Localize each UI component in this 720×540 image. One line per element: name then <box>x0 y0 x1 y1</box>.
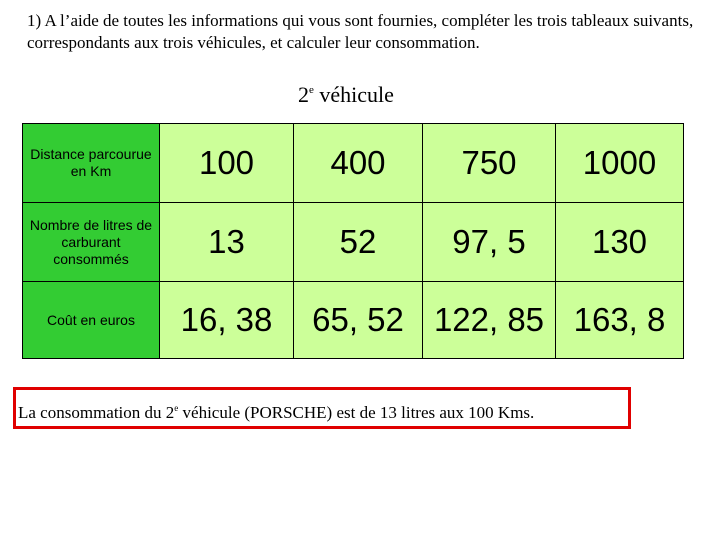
table-cell: 750 <box>423 124 556 203</box>
table-cell: 52 <box>294 203 423 282</box>
table-cell: 13 <box>160 203 294 282</box>
table-row-distance <box>23 124 684 203</box>
table-cell: 130 <box>556 203 684 282</box>
result-box <box>13 387 631 429</box>
table-cell: 400 <box>294 124 423 203</box>
result-superscript: e <box>174 403 179 413</box>
result-text-start: La consommation du 2 <box>18 403 175 422</box>
table-row-litres <box>23 203 684 282</box>
consumption-table <box>22 123 684 359</box>
vehicle-number: 2 <box>298 82 309 107</box>
table-cell: 100 <box>160 124 294 203</box>
table-row-cost <box>23 282 684 359</box>
row-label-distance: Distance parcourue en Km <box>23 124 160 203</box>
instructions-text: 1) A l’aide de toutes les informations qui vous sont fournies, compléter les trois tableaux suivants, correspondants aux trois véhicules, et calculer leur consommation. <box>27 11 694 52</box>
table-cell: 163, 8 <box>556 282 684 359</box>
table-cell: 16, 38 <box>160 282 294 359</box>
table-cell: 1000 <box>556 124 684 203</box>
table-cell: 97, 5 <box>423 203 556 282</box>
row-label-cost: Coût en euros <box>23 282 160 359</box>
result-text-end: véhicule (PORSCHE) est de 13 litres aux 100 Kms. <box>178 403 535 422</box>
table-cell: 65, 52 <box>294 282 423 359</box>
vehicle-title <box>298 76 394 109</box>
row-label-litres: Nombre de litres de carburant consommés <box>23 203 160 282</box>
table-cell: 122, 85 <box>423 282 556 359</box>
vehicle-word: véhicule <box>319 82 394 107</box>
vehicle-number-superscript: e <box>309 84 314 96</box>
